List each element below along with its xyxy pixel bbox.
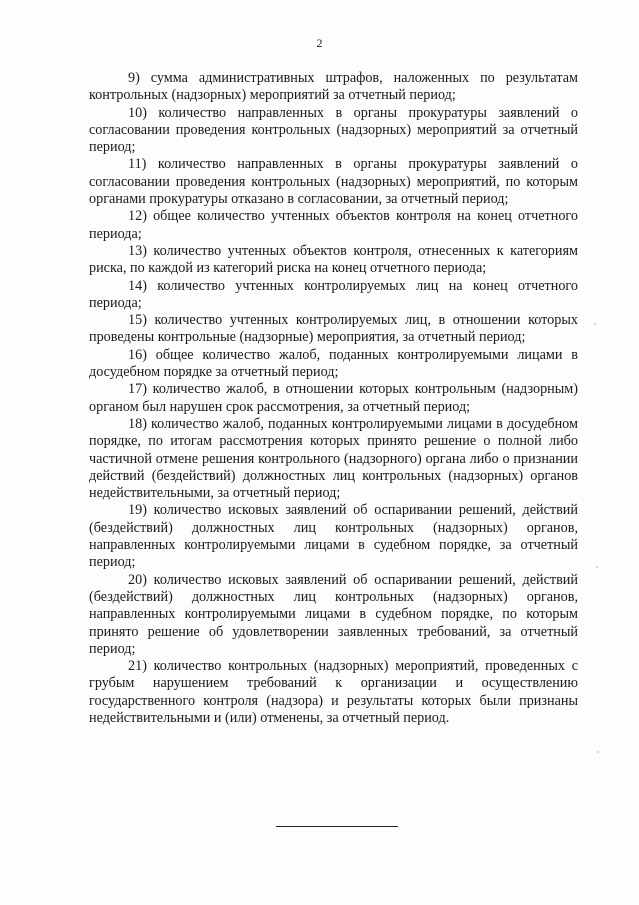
- list-item-16: 16) общее количество жалоб, поданных контролируемыми лицами в досудебном порядке за отчетный период;: [89, 346, 578, 381]
- page-number: 2: [316, 36, 323, 50]
- list-item-15: 15) количество учтенных контролируемых лиц, в отношении которых проведены контрольные (надзорные) мероприятия, за отчетный период;: [89, 312, 578, 346]
- scan-speck: [594, 323, 596, 325]
- list-item-10: 10) количество направленных в органы прокуратуры заявлений о согласовании проведения контрольных (надзорных) мероприятий за отчетный период;: [89, 104, 578, 156]
- list-item-19: 19) количество исковых заявлений об оспаривании решений, действий (бездействий) должностных лиц контрольных (надзорных) органов, направленных контролируемыми лицами в судебном порядке, за отчетный период;: [89, 502, 578, 571]
- document-body: [89, 70, 578, 727]
- list-item-21: 21) количество контрольных (надзорных) мероприятий, проведенных с грубым нарушением требований к организации и осуществлению государственного контроля (надзора) и результаты которых были признаны недействительными и (или) отменены, за отчетный период.: [89, 658, 578, 726]
- scan-speck: [597, 751, 599, 753]
- list-item-14: 14) количество учтенных контролируемых лиц на конец отчетного периода;: [89, 277, 578, 311]
- list-item-11: 11) количество направленных в органы прокуратуры заявлений о согласовании проведения контрольных (надзорных) мероприятий, по которым органами прокуратуры отказано в согласовании, за отчетный период;: [89, 156, 578, 208]
- list-item-17: 17) количество жалоб, в отношении которых контрольным (надзорным) органом был нарушен срок рассмотрения, за отчетный период;: [89, 381, 578, 415]
- end-divider-line: [276, 826, 398, 827]
- list-item-13: 13) количество учтенных объектов контроля, отнесенных к категориям риска, по каждой из категорий риска на конец отчетного периода;: [89, 242, 578, 277]
- scan-speck: [596, 566, 598, 568]
- list-item-12: 12) общее количество учтенных объектов контроля на конец отчетного периода;: [89, 208, 578, 242]
- list-item-9: 9) сумма административных штрафов, наложенных по результатам контрольных (надзорных) мероприятий за отчетный период;: [89, 70, 578, 104]
- list-item-20: 20) количество исковых заявлений об оспаривании решений, действий (бездействий) должностных лиц контрольных (надзорных) органов, направленных контролируемыми лицами в судебном порядке, по которым принято решение об удовлетворении заявленных требований, за отчетный период;: [89, 571, 578, 657]
- list-item-18: 18) количество жалоб, поданных контролируемыми лицами в досудебном порядке, по итогам рассмотрения которых принято решение о полной либо частичной отмене решения контрольного (надзорного) органа либо о признании действий (бездействий) должностных лиц контрольных (надзорных) органов недействительными, за отчетный период;: [89, 415, 578, 502]
